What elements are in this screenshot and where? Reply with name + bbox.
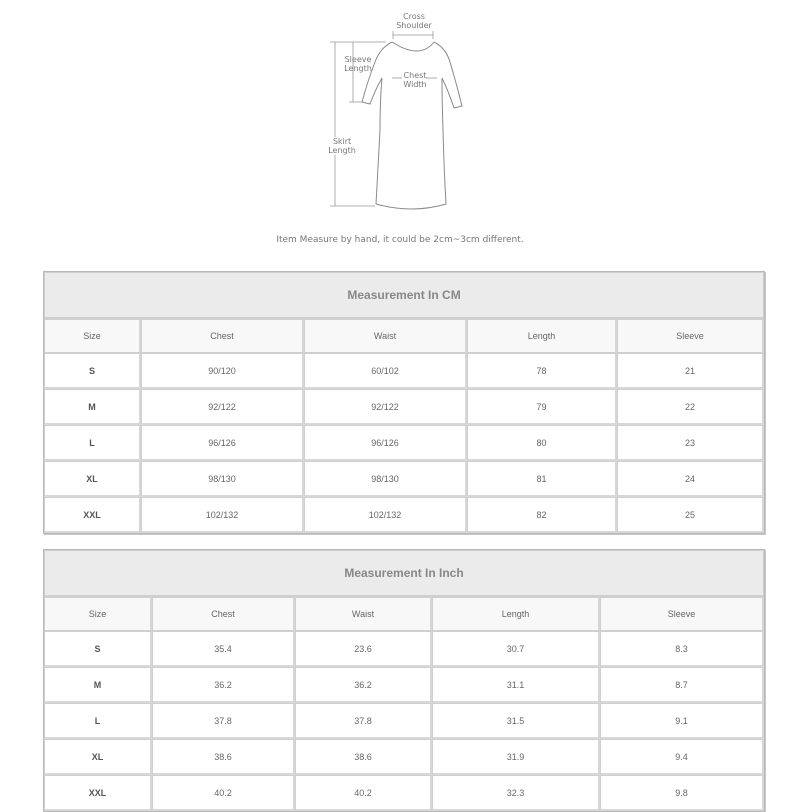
- measurement-note: Item Measure by hand, it could be 2cm~3cm different.: [276, 235, 524, 245]
- length-cell: 30.7: [432, 631, 600, 667]
- column-header-sleeve: Sleeve: [617, 319, 764, 353]
- waist-cell: 23.6: [295, 631, 432, 667]
- sleeve-cell: 9.8: [600, 775, 764, 811]
- chest-cell: 96/126: [141, 425, 304, 461]
- chest-cell: 90/120: [141, 353, 304, 389]
- column-header-chest: Chest: [141, 319, 304, 353]
- sleeve-cell: 8.3: [600, 631, 764, 667]
- sleeve-cell: 24: [617, 461, 764, 497]
- waist-cell: 92/122: [304, 389, 467, 425]
- skirt-length-label-line2: Length: [328, 146, 356, 155]
- table-row: [44, 739, 764, 775]
- length-cell: 31.5: [432, 703, 600, 739]
- table-row: [44, 631, 764, 667]
- cross-shoulder-label-line2: Shoulder: [396, 21, 432, 30]
- length-cell: 82: [467, 497, 617, 533]
- sleeve-length-label-line1: Sleeve: [344, 55, 372, 64]
- table-row: [44, 667, 764, 703]
- sleeve-cell: 22: [617, 389, 764, 425]
- size-cell: L: [44, 703, 152, 739]
- chest-cell: 92/122: [141, 389, 304, 425]
- chest-cell: 102/132: [141, 497, 304, 533]
- size-cell: L: [44, 425, 141, 461]
- table-title: Measurement In CM: [44, 272, 764, 319]
- length-cell: 32.3: [432, 775, 600, 811]
- column-header-sleeve: Sleeve: [600, 597, 764, 631]
- column-header-size: Size: [44, 319, 141, 353]
- sleeve-cell: 8.7: [600, 667, 764, 703]
- sleeve-length-label: [340, 55, 376, 73]
- size-cell: S: [44, 631, 152, 667]
- waist-cell: 102/132: [304, 497, 467, 533]
- cross-shoulder-label: [392, 12, 436, 30]
- table-header-row: [44, 597, 764, 631]
- size-cell: XL: [44, 739, 152, 775]
- chest-width-label-line2: Width: [403, 80, 427, 89]
- length-cell: 31.9: [432, 739, 600, 775]
- sleeve-cell: 23: [617, 425, 764, 461]
- length-cell: 78: [467, 353, 617, 389]
- chest-cell: 98/130: [141, 461, 304, 497]
- chest-cell: 37.8: [152, 703, 295, 739]
- skirt-length-label-line1: Skirt: [332, 137, 352, 146]
- size-cell: M: [44, 667, 152, 703]
- size-table-cm: [43, 271, 765, 534]
- column-header-waist: Waist: [304, 319, 467, 353]
- skirt-length-label: [324, 137, 360, 155]
- chest-cell: 40.2: [152, 775, 295, 811]
- table-row: [44, 703, 764, 739]
- column-header-length: Length: [467, 319, 617, 353]
- table-title: Measurement In Inch: [44, 550, 764, 597]
- waist-cell: 36.2: [295, 667, 432, 703]
- waist-cell: 37.8: [295, 703, 432, 739]
- waist-cell: 60/102: [304, 353, 467, 389]
- dress-outline-icon: [320, 0, 480, 220]
- sleeve-length-label-line2: Length: [344, 64, 372, 73]
- length-cell: 81: [467, 461, 617, 497]
- sleeve-cell: 9.4: [600, 739, 764, 775]
- size-cell: XL: [44, 461, 141, 497]
- chest-cell: 35.4: [152, 631, 295, 667]
- length-cell: 31.1: [432, 667, 600, 703]
- sleeve-cell: 21: [617, 353, 764, 389]
- sleeve-cell: 9.1: [600, 703, 764, 739]
- length-cell: 80: [467, 425, 617, 461]
- table-row: [44, 425, 764, 461]
- column-header-waist: Waist: [295, 597, 432, 631]
- chest-cell: 38.6: [152, 739, 295, 775]
- table-row: [44, 389, 764, 425]
- table-row: [44, 353, 764, 389]
- chest-width-label-line1: Chest: [403, 71, 427, 80]
- size-cell: XXL: [44, 775, 152, 811]
- table-row: [44, 775, 764, 811]
- chest-width-label: [398, 71, 432, 89]
- waist-cell: 38.6: [295, 739, 432, 775]
- column-header-chest: Chest: [152, 597, 295, 631]
- dress-measurement-diagram: [320, 0, 480, 220]
- table-row: [44, 497, 764, 533]
- size-table-inch: [43, 549, 765, 812]
- column-header-length: Length: [432, 597, 600, 631]
- waist-cell: 40.2: [295, 775, 432, 811]
- length-cell: 79: [467, 389, 617, 425]
- size-cell: M: [44, 389, 141, 425]
- size-cell: XXL: [44, 497, 141, 533]
- waist-cell: 96/126: [304, 425, 467, 461]
- column-header-size: Size: [44, 597, 152, 631]
- cross-shoulder-label-line1: Cross: [403, 12, 425, 21]
- table-header-row: [44, 319, 764, 353]
- size-cell: S: [44, 353, 141, 389]
- sleeve-cell: 25: [617, 497, 764, 533]
- waist-cell: 98/130: [304, 461, 467, 497]
- chest-cell: 36.2: [152, 667, 295, 703]
- table-row: [44, 461, 764, 497]
